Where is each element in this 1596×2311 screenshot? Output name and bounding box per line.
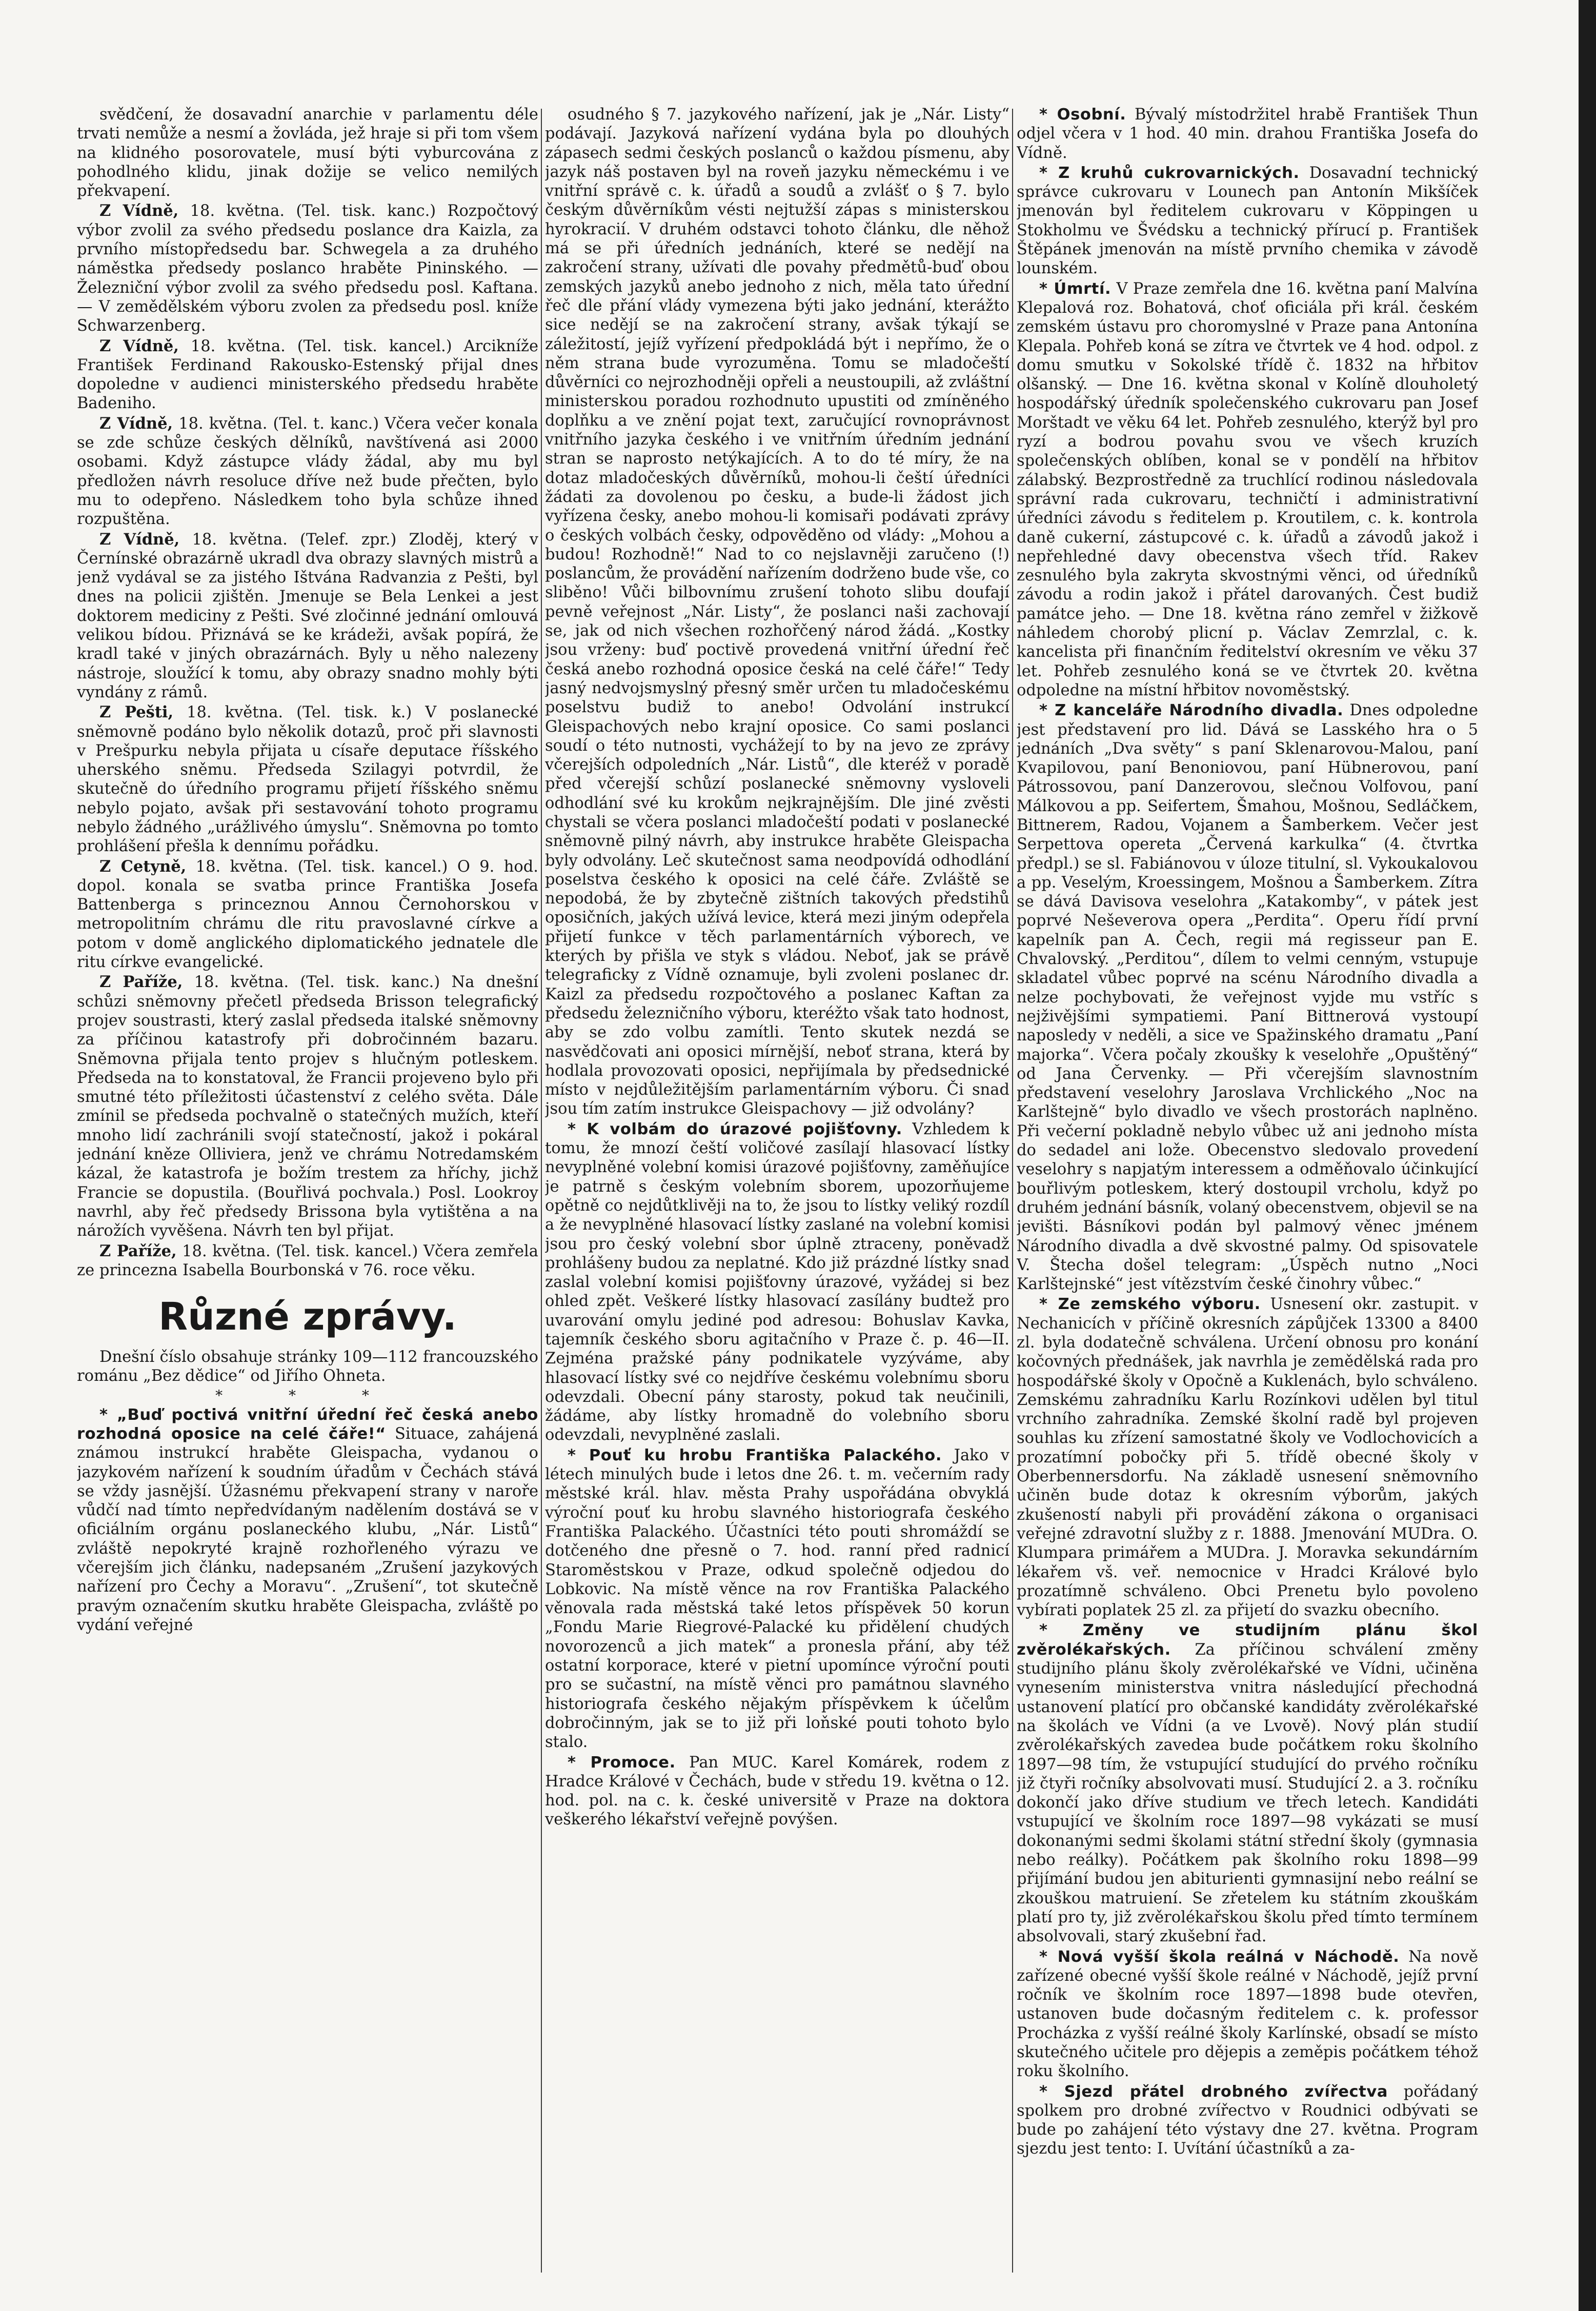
article-paragraph [545,105,1009,1119]
column-2 [545,105,1009,2272]
article-text: Bývalý místodržitel hrabě František Thun odjel včera v 1 hod. 40 min. drahou Františka Josefa do Vídně. [1017,106,1478,162]
article-text: 18. května. (Tel. tisk. kancel.) Arcikníže František Ferdinand Rakousko-Estenský přijal dnes dopoledne v audienci ministerského předsedu hraběte Badeniho. [77,337,538,413]
article-heading: Z Pešti, [99,703,174,722]
article-text: Na nově zařízené obecné vyšší škole reálné v Náchodě, jejíž první ročník ve školním roce 1897—1898 bude otevřen, ustanoven bude dočasným ředitelem c. k. professor Procházka z vyšší reálné školy Karlínské, obsadí se místo skutečného učitele pro dějepis a zeměpis počátkem téhož roku školního. [1017,1947,1478,2081]
article-heading: Z Paříže, [99,1241,177,1260]
article-paragraph [77,202,538,335]
column-1 [77,105,538,2272]
column-rule [541,109,542,2273]
article-paragraph [77,1242,538,1280]
article-heading: * Promoce. [568,1753,676,1772]
article-paragraph [77,857,538,972]
article-heading: * Sjezd přátel drobného zvířectva [1039,2082,1388,2101]
article-paragraph [77,1348,538,1386]
article-text: Pan MUC. Karel Komárek, rodem z Hradce Králové v Čechách, bude v středu 19. května o 12. hod. pol. na c. k. české universitě v Praze na doktora veškerého lékařství veřejně povýšen. [545,1753,1009,1829]
article-text: Usnesení okr. zastupit. v Nechanicích v příčině okresních zápůjček 13300 a 8400 zl. byla dodatečně schválena. Určení obnosu pro konání kočovných přednášek, jak navrhla je zemědělská rada pro hospodářské školy v Opočně a Kuklenách, bylo schváleno. Zemskému zahradníku Karlu Rozínkovi udělen byl titul vrchního zahradníka. Zemské školní radě byl projeven souhlas ku zřízení samostatné školy ve Vodlochovicích a prozatímní pobočky při 5. třídě obecné školy v Oberbennersdorfu. Na základě usnesení sněmovního učiněn bude dotaz k okresním výborům, jakých zkušeností nabyli při provádění zákona o organisaci veřejné zdravotní služby z r. 1888. Jmenování MUDra. O. Klumpara primářem a MUDra. J. Moravka sekundárním lékařem vš. veř. nemocnice v Hradci Králové bylo prozatímně schváleno. Obci Prenetu bylo povoleno vybírati poplatek 25 zl. za přijetí do svazku obecního. [1017,1295,1478,1620]
article-heading: * Z kanceláře Národního divadla. [1039,701,1344,720]
article-paragraph [77,1405,538,1635]
article-text: pořádaný spolkem pro drobné zvířectvo v Roudnici odbývati se bude po zahájení této výstavy dne 27. května. Program sjezdu jest tento: I. Uvítání účastníků a za- [1017,2082,1478,2158]
article-paragraph [1017,701,1478,1294]
article-heading: Z Cetyně, [99,857,187,876]
article-text: Vzhledem k tomu, že mnozí čeští voličové zasílají hlasovací lístky nevyplněné volební komisi úrazové pojišťovny, zaměňujíce je patrně s českým volebním sborem, upozorňujeme opětně co nejdůtklivěji na to, že jsou to lístky veliký rozdíl a že nevyplněné hlasovací lístky zaslané na volební komisi jsou pro český volební sbor úplně ztraceny, poněvadž prohlášeny budou za neplatné. Kdo již prázdné lístky snad zaslal volební komisi pojišťovny úrazové, vyžádej si bez ohled zpět. Veškeré lístky hlasovací zasílány budtež pro uvarování omylu jediné pod adresou: Bohuslav Kavka, tajemník českého sboru agitačního v Praze č. p. 46—II. Zejména pražské pány podnikatele vyzýváme, aby hlasovací lístky své co nejdříve českému volebnímu sboru odevzdali. Obecní pány starosty, pokud tak neučinili, žádáme, aby lístky hromadně do volebního sboru odevzdali, nevyplněné zaslali. [545,1120,1009,1444]
article-paragraph [1017,1947,1478,2081]
article-text: Dnes odpoledne jest představení pro lid. Dává se Lasského hra o 5 jednáních „Dva světy“ s paní Sklenarovou-Malou, paní Kvapilovou, paní Benoniovou, paní Hübnerovou, paní Pátrossovou, paní Danzerovou, slečnou Volfovou, paní Málkovou a pp. Seifertem, Šmahou, Mošnou, Sedláčkem, Bittnerem, Radou, Vojanem a Šamberkem. Večer jest Serpettova opereta „Červená karkulka“ (4. čtvrtka předpl.) se sl. Fabiánovou v úloze titulní, sl. Vykoukalovou a pp. Veselým, Kroessingem, Mošnou a Šamberkem. Zítra se dává Davisova veselohra „Katakomby“, v pátek jest poprvé Neševerova opera „Perdita“. Operu řídí první kapelník pan A. Čech, regii má regisseur pan E. Chvalovský. „Perditou“, dílem to velmi cenným, vstupuje skladatel vůbec poprvé na scénu Národního divadla a nelze pochybovati, že veřejnost vyjde mu vstříc s nejživějšími sympatiemi. Paní Bittnerová vystoupí naposledy v neděli, a sice ve Spažinského dramatu „Paní majorka“. Včera počaly zkoušky k veselohře „Opuštěný“ od Jana Červenky. — Při včerejším slavnostním představení veselohry Jaroslava Vrchlického „Noc na Karlštejně“ bylo divadlo ve všech prostorách naplněno. Při večerní pokladně nebylo vůbec už ani jednoho místa do sedadel ani lože. Obecenstvo sledovalo provedení veselohry s napjatým interessem a odměňovalo účinkující bouřlivým potleskem, který dostoupil vrcholu, když po druhém jednání básník, volaný obecenstvem, objevil se na jevišti. Básníkovi podán byl palmový věnec jménem Národního divadla a dvě skvostné palmy. Od spisovatele V. Štecha došel telegram: „Úspěch nutno „Noci Karlštejnské“ jest vítězstvím české činohry vůbec.“ [1017,701,1478,1294]
scan-edge [1579,0,1596,2311]
article-text: Situace, zahájená známou instrukcí hraběte Gleispacha, vydanou o jazykovém nařízení k soudním úřadům v Čechách stává se vždy jasnější. Úžasnému překvapení strany v naroře vůdčí nad tímto nepředvídaným nadělením dostává se v oficiálním orgánu poslaneckého klubu, „Nár. Listů“ zvláště nepokryté krajně rozhořleného výrazu ve včerejším jich článku, nadepsaném „Zrušení jazykových nařízení pro Čechy a Moravu“. „Zrušení“, tot skutečně pravým označením skutku hraběte Gleispacha, zvláště po vydání veřejné [77,1425,538,1634]
article-heading: * Změny ve studijním plánu škol zvěrolékařských. [1017,1621,1478,1659]
article-text: Za příčinou schválení změny studijního plánu školy zvěrolékařské ve Vídni, učiněna vynesením ministerstva vnitra následující přechodná ustanovení platící pro občanské kandidáty zvěrolékařské na školách ve Vídni (a ve Lvově). Nový plán studií zvěrolékařských zavedea bude počátkem roku školního 1897—98 tím, že vstupující studující do prvého ročníku již čtyři ročníky absolvovati musí. Studující 2. a 3. ročníku dokončí jako dříve studium ve třech letech. Kandidáti vstupující ve školním roce 1897—98 vykázati se musí dokonanými sedmi školami státní střední školy (gymnasia nebo reálky). Počátkem pak školního roku 1898—99 přijímání budou jen abiturienti gymnasijní nebo reální se zkouškou matruiení. Se zřetelem ku státním zkouškám platí pro ty, již zvěrolékařskou školu před tímto termínem absolvovali, starý zkušební řad. [1017,1640,1478,1946]
article-text: 18. května. (Tel. tisk. kanc.) Rozpočtový výbor zvolil za svého předsedu poslance dra Kaizla, za prvního místopředsedu bar. Schwegela a za druhého náměstka předsedy poslanco hraběte Pininského. — Železniční výbor zvolil za svého předsedu posl. Kaftana. — V zemědělském výboru zvolen za předsedu posl. kníže Schwarzenberg. [77,202,538,335]
article-text: osudného § 7. jazykového nařízení, jak je „Nár. Listy“ podávají. Jazyková nařízení vydána byla po dlouhých zápasech sedmi českých poslanců o každou písmenu, aby jazyk náš postaven byl na roveň jazyku německému i ve vnitřní správě c. k. úřadů a soudů a zvlášť o § 7. bylo českým důvěrníkům vésti nejtužší zápas s ministerskou hyrokracií. V druhém odstavci tohoto článku, dle něhož má se při úředních jednáních, které se nedějí na zakročení strany, užívati dle povahy předmětů-buď obou zemských jazyků anebo jednoho z nich, měla tato úřední řeč dle přání vlády vymezena býti jako jednání, kterážto sice nedějí se na zakročení strany, avšak týkají se záležitostí, jejíž vyřízení předpokládá být i nepřímo, že o něm strana bude vyrozuměna. Tomu se mladočeští důvěrníci co nejrozhodněji opřeli a neustoupili, až zvláštní ministerskou poradou rozhodnuto upustiti od zmíněného doplňku a ve znění pojat text, zaručující rovnoprávnost vnitřního jazyka českého i ve vnitřním úředním jednání stran se naprosto netýkajících. A to do té míry, že na dotaz mladočeských důvěrníků, mohou-li čeští úředníci žádati za dovolenou po česku, a bude-li žádost jich vyřízena česky, anebo mohou-li komisaři podávati zprávy o českých volbách česky, odpověděno od vlády: „Mohou a budou! Rozhodně!“ Nad to co nejslavněji zaručeno (!) poslancům, že provádění nařízením dodrženo bude vše, co sliběno! Vůči bilbovnímu zrušení tohoto slibu doufají pevně veřejnost „Nár. Listy“, že poslanci naši zachovají se, jak od nich všechen rozhořčený národ žádá. „Kostky jsou vrženy: buď poctivě provedená vnitřní úřední řeč česká anebo rozhodná oposice česká na celé čáře!“ Tedy jasný nedvojsmyslný přesný směr určen tu mladočeskému poselstvu budiž to anebo! Odvolání instrukcí Gleispachových nebo krajní oposice. Co sami poslanci soudí o této nutnosti, vychážejí to by na jevo ze zprávy včerejších odpoledních „Nár. Listů“, dle kteréž v poradě před včerejší schůzí poslanecké sněmovny vysloveli odhodlání své ku krokům nejkrajnějším. Dle jiné zvěsti chystali se včera poslanci mladočeští podati v poslanecké sněmovně pilný návrh, aby instrukce hraběte Gleispacha byly odvolány. Leč skutečnost sama neodpovídá odhodlání poselstva českého k oposici na celé čáře. Zvláště se nepodobá, že by zbytečně zištních takových předstihů oposičních, jakých užívá levice, která mezi jiným odepřela přijetí funkce v těch parlamentárních výborech, ve kterých by přišla ve styk s vládou. Neboť, jak se právě telegraficky z Vídně oznamuje, byli zvoleni poslanec dr. Kaizl za předsedu rozpočtového a poslanec Kaftan za předsedu železničního výboru, kteréžto však tato hodnost, aby se zdo volbu zamítli. Tento skutek nezdá se nasvědčovati ani oposici mírnější, neboť strana, která by hodlala provozovati oposici, nepřijímala by předsednické místo v nejdůležitějším parlamentárním výboru. Či snad jsou tím zatím instrukce Gleispachovy — již odvolány? [545,106,1009,1118]
article-paragraph [545,1446,1009,1752]
article-paragraph [77,973,538,1240]
article-text: Dnešní číslo obsahuje stránky 109—112 francouzského románu „Bez dědice“ od Jiřího Ohneta. [77,1348,538,1385]
article-text: svědčení, že dosavadní anarchie v parlamentu déle trvati nemůže a nesmí a žovláda, jež hraje si při tom všem na klidného posorovatele, musí býti vyburcována z pohodlného klidu, jinak dožije se velico nemilých překvapení. [77,106,538,200]
article-paragraph [77,414,538,529]
column-rule [1012,109,1013,2273]
article-heading: * Osobní. [1039,106,1126,124]
article-heading: Z Vídně, [99,336,179,355]
article-text: 18. května. (Tel. tisk. k.) V poslanecké sněmovně podáno bylo několik dotazů, proč při slavnosti v Prešpurku nebyla přijata u císaře deputace říšského uherského sněmu. Předseda Szilagyi potvrdil, že skutečně do úředního programu přijetí říšského sněmu nebylo pojato, avšak při sestavování tohoto programu nebylo žádného „urážlivého úmyslu“. Sněmovna po tomto prohlášení přešla k dennímu pořádku. [77,704,538,856]
article-text: Dosavadní technický správce cukrovaru v Lounech pan Antonín Mikšíček jmenován byl ředitelem cukrovaru v Köppingen u Stokholmu ve Švédsku a technický přírucí p. František Štěpánek jmenován na místě prvního chemika v závodě lounském. [1017,164,1478,278]
article-heading: Z Paříže, [99,973,183,992]
article-heading: Z Vídně, [99,202,179,220]
article-paragraph [1017,1621,1478,1946]
column-3 [1017,105,1478,2272]
article-heading: * Úmrtí. [1039,279,1112,298]
article-heading: * Pouť ku hrobu Františka Palackého. [568,1446,942,1464]
article-heading: * Ze zemského výboru. [1039,1295,1261,1314]
article-heading: * „Buď poctivá vnitřní úřední řeč česká anebo rozhodná oposice na celé čáře!“ [77,1405,538,1443]
article-text: 18. května. (Tel. tisk. kancel.) O 9. hod. dopol. konala se svatba prince Františka Josefa Battenberga s princeznou Annou Černohorskou v metropolitním chrámu dle ritu pravoslavné církve a potom v domě anglického diplomatického jednatele dle ritu církve evangelické. [77,857,538,972]
article-heading: * K volbám do úrazové pojišťovny. [568,1120,903,1138]
section-stars: * * * [215,1386,400,1404]
article-paragraph [77,337,538,413]
article-paragraph [1017,1295,1478,1620]
article-paragraph [1017,105,1478,163]
article-heading: Z Vídně, [99,414,173,433]
article-text: 18. května. (Tel. tisk. kanc.) Na dnešní schůzi sněmovny přečetl předseda Brisson telegrafický projev soustrasti, který zaslal předseda italské sněmovny za příčinou katastrofy při dobročinném bazaru. Sněmovna přijala tento projev s hlučným potleskem. Předseda na to konstatoval, že Francii projeveno bylo při smutné této příležitosti účastenství z celého světa. Dále zmínil se předseda pochvalně o statečných mužích, kteří mnoho lidí zachránili svojí statečností, jakož i pokáral jednání kněze Olliviera, jenž ve chrámu Notredamském kázal, že katastrofa je božím trestem za hříchy, jichž Francie se dopustila. (Bouřlivá pochvala.) Posl. Lookroy navrhl, aby řeč předsedy Brissona byla vytištěna a na nárožích vyvěšena. Návrh ten byl přijat. [77,973,538,1240]
article-paragraph [77,703,538,856]
article-text: V Praze zemřela dne 16. května paní Malvína Klepalová roz. Bohatová, choť oficiála při král. českém zemském ústavu pro choromyslné v Praze pana Antonína Klepala. Pohřeb koná se zítra ve čtvrtek ve 4 hod. odpol. z domu smutku v Sokolské třídě č. 1832 na hřbitov olšanský. — Dne 16. května skonal v Kolíně dlouholetý hospodářský úředník společenského cukrovaru pan Josef Morštadt ve věku 64 let. Pohřeb zesnulého, kterýž byl pro ryzí a bodrou povahu svou ve všech kruzích společenských oblíben, konal se v pondělí na hřbitov zálabský. Bezprostředně za truchlící rodinou následovala správní rada cukrovaru, techničtí i administrativní úředníci závodu s ředitelem p. Kroutilem, c. k. kontrola daně cukerní, zástupcové c. k. úřadů a závodů jakož i nepřehledné davy obecenstva všech tříd. Rakev zesnulého byla zakryta skvostnými věnci, od úředníků závodu a rodin jakož i přátel darovaných. Čest budiž památce jeho. — Dne 18. května ráno zemřel v žižkově náhledem chorobý plicní p. Václav Zemrzlal, c. k. kancelista při finančním ředitelství okresním ve věku 37 let. Pohřeb zesnulého koná se ve čtvrtek 20. května odpoledne na místní hřbitov novoměstský. [1017,279,1478,699]
article-paragraph [1017,2082,1478,2159]
article-paragraph [77,105,538,200]
article-text: 18. května. (Tel. t. kanc.) Včera večer konala se zde schůze českých dělníků, navštívená asi 2000 osobami. Když zástupce vlády žádal, aby mu byl předložen návrh resoluce dříve než bude přečten, bylo mu to odepřeno. Následkem toho byla schůze ihned rozpuštěna. [77,414,538,529]
article-paragraph [1017,164,1478,278]
article-paragraph [545,1120,1009,1445]
article-text: Jako v létech minulých bude i letos dne 26. t. m. večerním rady městské král. hlav. města Prahy uspořádána obvyklá výroční pouť ku hrobu slavného historiografa českého Františka Palackého. Účastníci této pouti shromáždí se dotčeného dne přesně o 7. hod. ranní před radnicí Staroměstskou v Praze, odkud společně odjedou do Lobkovic. Na místě věnce na rov Františka Palackého věnovala rada městská také letos příspěvek 50 korun „Fondu Marie Riegrové-Palacké ku přidělení chudých novorozenců a jich matek“ a pronesla přání, aby též ostatní korporace, které v pietní upomínce výroční pouti pro se sučastní, na místě věnci pro památnou slavného historiografa českého nějakým příspěvkem k účelům dobročinným, jak se to již při loňské pouti tohoto bylo stalo. [545,1446,1009,1752]
section-title: Různé zprávy. [158,1295,457,1339]
article-paragraph [545,1753,1009,1830]
article-text: 18. května. (Tel. tisk. kancel.) Včera zemřela ze princezna Isabella Bourbonská v 76. roce věku. [77,1242,538,1279]
article-heading: Z Vídně, [99,530,180,549]
article-heading: * Z kruhů cukrovarnických. [1039,164,1300,182]
article-heading: * Nová vyšší škola reálná v Náchodě. [1039,1947,1400,1966]
article-paragraph [77,530,538,702]
article-paragraph [1017,279,1478,700]
article-text: 18. května. (Telef. zpr.) Zloděj, který v Černínské obrazárně ukradl dva obrazy slavných mistrů a jenž vydával se za jistého Ištvána Radvanzia z Pešti, byl dnes na policii zjištěn. Jmenuje se Bela Lenkei a jest doktorem mediciny z Pešti. Své zločinné jednání omlouvá velikou bídou. Přiznává se ke krádeži, avšak popírá, že kradl také v jiných obrazárnách. Byly u něho nalezeny nástroje, sloužící k tomu, aby obrazy snadno mohly býti vyndány z rámů. [77,530,538,701]
